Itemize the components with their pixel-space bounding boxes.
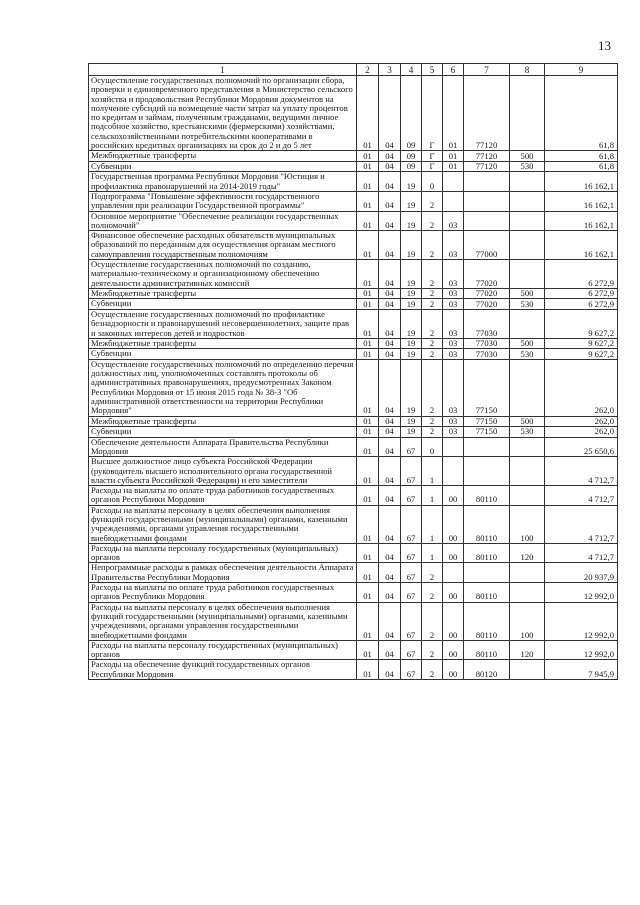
code-razdel-cell: 01 [357,505,379,543]
amount-cell: 12 992,0 [545,640,618,660]
item-name-cell: Обеспечение деятельности Аппарата Правительства Республики Мордовия [89,437,357,457]
code-event-cell: 03 [443,231,464,260]
code-podrazdel-cell: 04 [379,505,401,543]
code-event-cell: 03 [443,338,464,349]
item-name-cell: Расходы на выплаты персоналу государственных (муниципальных) органов [89,640,357,660]
amount-cell: 9 627,2 [545,349,618,360]
table-row [89,563,618,583]
budget-table [88,63,618,680]
item-name-cell: Расходы на выплаты персоналу государственных (муниципальных) органов [89,543,357,563]
code-event-cell [443,172,464,192]
code-direction-cell: 80110 [464,602,510,640]
code-razdel-cell: 01 [357,288,379,299]
item-name-cell: Субвенции [89,427,357,438]
code-subprogram-cell: 0 [422,437,443,457]
code-subprogram-cell: 1 [422,486,443,506]
code-program-cell: 67 [401,640,422,660]
code-expense-type-cell: 530 [510,349,545,360]
amount-cell: 61,8 [545,151,618,162]
code-expense-type-cell [510,457,545,486]
code-program-cell: 67 [401,505,422,543]
item-name-cell: Расходы на выплаты по оплате труда работников государственных органов Республики Мордовия [89,583,357,603]
code-event-cell [443,437,464,457]
code-program-cell: 19 [401,231,422,260]
code-subprogram-cell: 2 [422,191,443,211]
code-event-cell: 00 [443,660,464,680]
code-event-cell: 00 [443,543,464,563]
table-row [89,76,618,151]
code-direction-cell: 77020 [464,299,510,310]
code-razdel-cell: 01 [357,161,379,172]
code-program-cell: 19 [401,338,422,349]
code-subprogram-cell: Г [422,161,443,172]
amount-cell: 20 937,9 [545,563,618,583]
code-subprogram-cell: 2 [422,359,443,416]
code-program-cell: 09 [401,151,422,162]
code-program-cell: 19 [401,359,422,416]
amount-cell: 262,0 [545,427,618,438]
code-direction-cell: 77030 [464,349,510,360]
table-row [89,161,618,172]
code-direction-cell: 77120 [464,76,510,151]
code-expense-type-cell [510,231,545,260]
code-direction-cell: 77150 [464,427,510,438]
code-program-cell: 19 [401,309,422,338]
amount-cell: 25 650,6 [545,437,618,457]
item-name-cell: Государственная программа Республики Мордовия "Юстиция и профилактика правонарушений на 2014-2019 годы" [89,172,357,192]
code-podrazdel-cell: 04 [379,151,401,162]
code-direction-cell: 77020 [464,260,510,289]
code-direction-cell [464,457,510,486]
code-expense-type-cell [510,191,545,211]
code-event-cell: 01 [443,161,464,172]
code-direction-cell: 80110 [464,640,510,660]
code-expense-type-cell: 530 [510,427,545,438]
code-expense-type-cell: 120 [510,640,545,660]
code-expense-type-cell [510,211,545,231]
code-event-cell: 03 [443,359,464,416]
item-name-cell: Финансовое обеспечение расходных обязательств муниципальных образований по переданным для осуществления органам местного самоуправления государственным полномочиям [89,231,357,260]
table-row [89,191,618,211]
code-subprogram-cell: 2 [422,563,443,583]
code-subprogram-cell: 2 [422,231,443,260]
item-name-cell: Расходы на выплаты персоналу в целях обеспечения выполнения функций государственными (муниципальными) органами, казенными учреждениями, органами управления государственными внебюджетными фондами [89,505,357,543]
code-subprogram-cell: 2 [422,211,443,231]
code-expense-type-cell: 500 [510,338,545,349]
code-event-cell [443,563,464,583]
amount-cell: 4 712,7 [545,505,618,543]
code-razdel-cell: 01 [357,660,379,680]
code-direction-cell [464,172,510,192]
item-name-cell: Субвенции [89,349,357,360]
table-row [89,457,618,486]
code-podrazdel-cell: 04 [379,416,401,427]
item-name-cell: Высшее должностное лицо субъекта Российской Федерации (руководитель высшего исполнительного органа государственной власти субъекта Российской Федерации) и его заместители [89,457,357,486]
amount-cell: 4 712,7 [545,457,618,486]
code-event-cell: 03 [443,211,464,231]
code-subprogram-cell: 2 [422,640,443,660]
code-podrazdel-cell: 04 [379,486,401,506]
item-name-cell: Межбюджетные трансферты [89,416,357,427]
code-direction-cell: 80110 [464,505,510,543]
amount-cell: 6 272,9 [545,288,618,299]
code-direction-cell: 77030 [464,309,510,338]
code-direction-cell: 80120 [464,660,510,680]
code-subprogram-cell: 2 [422,416,443,427]
code-expense-type-cell: 500 [510,288,545,299]
code-razdel-cell: 01 [357,191,379,211]
table-row [89,583,618,603]
code-razdel-cell: 01 [357,231,379,260]
table-row [89,602,618,640]
code-subprogram-cell: 2 [422,583,443,603]
code-razdel-cell: 01 [357,260,379,289]
code-event-cell: 03 [443,349,464,360]
table-body [89,76,618,680]
code-program-cell: 19 [401,191,422,211]
item-name-cell: Подпрограмма "Повышение эффективности государственного управления при реализации Государственной программы" [89,191,357,211]
code-program-cell: 67 [401,602,422,640]
code-expense-type-cell [510,563,545,583]
code-subprogram-cell: 2 [422,338,443,349]
budget-table-container [88,63,617,680]
amount-cell: 4 712,7 [545,543,618,563]
code-program-cell: 67 [401,563,422,583]
amount-cell: 16 162,1 [545,211,618,231]
table-row [89,172,618,192]
code-expense-type-cell: 120 [510,543,545,563]
code-subprogram-cell: 2 [422,660,443,680]
item-name-cell: Расходы на выплаты по оплате труда работников государственных органов Республики Мордовия [89,486,357,506]
code-subprogram-cell: 1 [422,543,443,563]
item-name-cell: Межбюджетные трансферты [89,288,357,299]
table-row [89,231,618,260]
code-direction-cell [464,563,510,583]
code-event-cell: 00 [443,505,464,543]
code-event-cell: 03 [443,260,464,289]
code-razdel-cell: 01 [357,151,379,162]
code-program-cell: 09 [401,76,422,151]
code-event-cell: 03 [443,416,464,427]
code-podrazdel-cell: 04 [379,231,401,260]
code-program-cell: 19 [401,260,422,289]
amount-cell: 12 992,0 [545,602,618,640]
amount-cell: 262,0 [545,359,618,416]
page-number: 13 [598,38,611,53]
table-row [89,260,618,289]
amount-cell: 16 162,1 [545,172,618,192]
code-direction-cell: 77020 [464,288,510,299]
code-podrazdel-cell: 04 [379,172,401,192]
code-direction-cell: 80110 [464,583,510,603]
table-row [89,543,618,563]
code-razdel-cell: 01 [357,338,379,349]
amount-cell: 61,8 [545,161,618,172]
amount-cell: 9 627,2 [545,338,618,349]
item-name-cell: Осуществление государственных полномочий по организации сбора, проверки и единовременного представления в Министерство сельского хозяйства и продовольствия Республики Мордовия документов на получение субсидий на возмещение части затрат на уплату процентов по кредитам и займам, полученным гражданами, ведущими личное подсобное хозяйство, крестьянскими (фермерскими) хозяйствами, сельскохозяйственными потребительскими кооперативами в российских кредитных организациях на срок до 2 и до 5 лет [89,76,357,151]
code-expense-type-cell [510,486,545,506]
code-subprogram-cell: 2 [422,427,443,438]
table-row [89,349,618,360]
amount-cell: 61,8 [545,76,618,151]
code-event-cell: 01 [443,76,464,151]
code-podrazdel-cell: 04 [379,660,401,680]
header-cell: 7 [464,64,510,76]
code-expense-type-cell: 100 [510,505,545,543]
table-row [89,660,618,680]
table-row [89,288,618,299]
code-razdel-cell: 01 [357,416,379,427]
code-event-cell [443,457,464,486]
code-program-cell: 19 [401,427,422,438]
code-podrazdel-cell: 04 [379,457,401,486]
code-program-cell: 19 [401,299,422,310]
header-cell: 5 [422,64,443,76]
item-name-cell: Межбюджетные трансферты [89,151,357,162]
code-expense-type-cell: 530 [510,161,545,172]
item-name-cell: Осуществление государственных полномочий по определению перечня должностных лиц, уполномоченных составлять протоколы об административных правонарушениях, предусмотренных Законом Республики Мордовия от 15 июня 2015 года № 38-З "Об административной ответственности на территории Республики Мордовия" [89,359,357,416]
code-expense-type-cell: 100 [510,602,545,640]
code-razdel-cell: 01 [357,427,379,438]
code-direction-cell: 77000 [464,231,510,260]
code-podrazdel-cell: 04 [379,338,401,349]
amount-cell: 16 162,1 [545,231,618,260]
code-podrazdel-cell: 04 [379,583,401,603]
code-program-cell: 19 [401,288,422,299]
code-program-cell: 19 [401,349,422,360]
code-direction-cell [464,437,510,457]
code-subprogram-cell: 2 [422,260,443,289]
code-subprogram-cell: 2 [422,299,443,310]
table-row [89,640,618,660]
item-name-cell: Осуществление государственных полномочий по профилактике безнадзорности и правонарушений несовершеннолетних, защите прав и законных интересов детей и подростков [89,309,357,338]
header-cell: 3 [379,64,401,76]
code-program-cell: 19 [401,172,422,192]
code-event-cell [443,191,464,211]
code-expense-type-cell [510,359,545,416]
code-expense-type-cell [510,583,545,603]
item-name-cell: Межбюджетные трансферты [89,338,357,349]
code-program-cell: 67 [401,457,422,486]
code-direction-cell [464,191,510,211]
amount-cell: 9 627,2 [545,309,618,338]
header-cell: 4 [401,64,422,76]
item-name-cell: Основное мероприятие "Обеспечение реализации государственных полномочий" [89,211,357,231]
code-expense-type-cell: 530 [510,299,545,310]
code-razdel-cell: 01 [357,457,379,486]
code-subprogram-cell: Г [422,151,443,162]
code-razdel-cell: 01 [357,437,379,457]
code-podrazdel-cell: 04 [379,260,401,289]
code-podrazdel-cell: 04 [379,543,401,563]
code-direction-cell: 80110 [464,543,510,563]
table-row [89,505,618,543]
code-program-cell: 67 [401,583,422,603]
code-podrazdel-cell: 04 [379,161,401,172]
code-expense-type-cell [510,172,545,192]
header-cell: 1 [89,64,357,76]
amount-cell: 7 945,9 [545,660,618,680]
code-event-cell: 03 [443,309,464,338]
code-program-cell: 67 [401,486,422,506]
code-direction-cell: 77120 [464,151,510,162]
header-cell: 6 [443,64,464,76]
amount-cell: 262,0 [545,416,618,427]
code-razdel-cell: 01 [357,76,379,151]
code-expense-type-cell [510,260,545,289]
code-event-cell: 00 [443,583,464,603]
code-razdel-cell: 01 [357,359,379,416]
amount-cell: 6 272,9 [545,299,618,310]
code-subprogram-cell: 2 [422,602,443,640]
table-row [89,416,618,427]
code-event-cell: 00 [443,640,464,660]
table-row [89,338,618,349]
amount-cell: 4 712,7 [545,486,618,506]
code-subprogram-cell: 0 [422,172,443,192]
code-subprogram-cell: 2 [422,349,443,360]
code-razdel-cell: 01 [357,211,379,231]
code-expense-type-cell: 500 [510,416,545,427]
item-name-cell: Непрограммные расходы в рамках обеспечения деятельности Аппарата Правительства Республики Мордовия [89,563,357,583]
code-razdel-cell: 01 [357,543,379,563]
header-cell: 8 [510,64,545,76]
header-cell: 2 [357,64,379,76]
code-razdel-cell: 01 [357,299,379,310]
code-program-cell: 09 [401,161,422,172]
code-event-cell: 03 [443,299,464,310]
code-razdel-cell: 01 [357,640,379,660]
code-razdel-cell: 01 [357,583,379,603]
code-event-cell: 01 [443,151,464,162]
header-cell: 9 [545,64,618,76]
table-row [89,309,618,338]
code-program-cell: 67 [401,660,422,680]
code-program-cell: 67 [401,543,422,563]
code-event-cell: 00 [443,602,464,640]
item-name-cell: Субвенции [89,161,357,172]
code-podrazdel-cell: 04 [379,359,401,416]
amount-cell: 16 162,1 [545,191,618,211]
code-program-cell: 19 [401,416,422,427]
code-direction-cell: 77030 [464,338,510,349]
item-name-cell: Осуществление государственных полномочий по созданию, материально-техническому и организационному обеспечению деятельности административных комиссий [89,260,357,289]
code-razdel-cell: 01 [357,602,379,640]
code-program-cell: 19 [401,211,422,231]
code-podrazdel-cell: 04 [379,563,401,583]
item-name-cell: Расходы на обеспечение функций государственных органов Республики Мордовия [89,660,357,680]
code-podrazdel-cell: 04 [379,602,401,640]
code-podrazdel-cell: 04 [379,349,401,360]
table-row [89,359,618,416]
table-header-row [89,64,618,76]
code-direction-cell: 80110 [464,486,510,506]
table-row [89,427,618,438]
item-name-cell: Субвенции [89,299,357,310]
code-expense-type-cell [510,309,545,338]
code-podrazdel-cell: 04 [379,427,401,438]
code-podrazdel-cell: 04 [379,288,401,299]
table-row [89,437,618,457]
code-expense-type-cell: 500 [510,151,545,162]
code-event-cell: 03 [443,427,464,438]
table-row [89,486,618,506]
code-expense-type-cell [510,660,545,680]
code-subprogram-cell: 2 [422,288,443,299]
code-podrazdel-cell: 04 [379,191,401,211]
code-razdel-cell: 01 [357,309,379,338]
code-podrazdel-cell: 04 [379,309,401,338]
code-podrazdel-cell: 04 [379,437,401,457]
amount-cell: 6 272,9 [545,260,618,289]
table-row [89,211,618,231]
code-subprogram-cell: 1 [422,457,443,486]
code-expense-type-cell [510,437,545,457]
code-subprogram-cell: 2 [422,309,443,338]
code-razdel-cell: 01 [357,349,379,360]
code-podrazdel-cell: 04 [379,299,401,310]
code-subprogram-cell: 1 [422,505,443,543]
code-direction-cell: 77150 [464,416,510,427]
code-event-cell: 03 [443,288,464,299]
code-program-cell: 67 [401,437,422,457]
amount-cell: 12 992,0 [545,583,618,603]
code-razdel-cell: 01 [357,486,379,506]
table-row [89,299,618,310]
code-subprogram-cell: Г [422,76,443,151]
table-row [89,151,618,162]
code-podrazdel-cell: 04 [379,76,401,151]
code-direction-cell: 77150 [464,359,510,416]
code-event-cell: 00 [443,486,464,506]
code-podrazdel-cell: 04 [379,211,401,231]
code-podrazdel-cell: 04 [379,640,401,660]
code-direction-cell: 77120 [464,161,510,172]
code-expense-type-cell [510,76,545,151]
code-razdel-cell: 01 [357,172,379,192]
code-direction-cell [464,211,510,231]
item-name-cell: Расходы на выплаты персоналу в целях обеспечения выполнения функций государственными (муниципальными) органами, казенными учреждениями, органами управления государственными внебюджетными фондами [89,602,357,640]
code-razdel-cell: 01 [357,563,379,583]
